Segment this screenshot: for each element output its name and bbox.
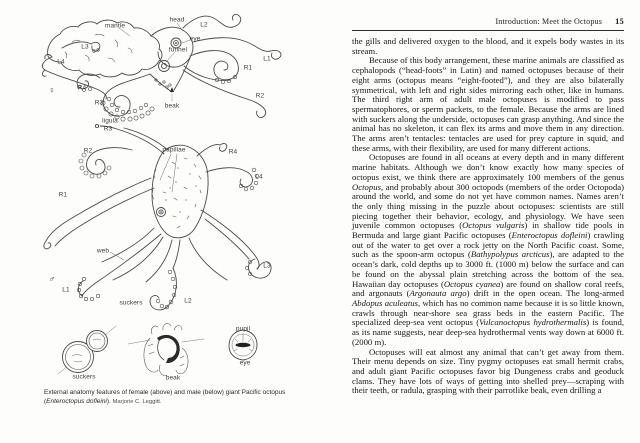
text-run: Octopuses will eat almost any animal that can’t get away from them. Their menu depends on size. Tiny pygmy octopuses eat small hermit crabs, and adult giant Pacific octopuses favor big Dungeness crabs and geoduck clams. They have lots of ways of getting into shelled prey—scraping with their teeth, or radula, grasping with their parrotlike beak, even drilling a — [352, 346, 624, 396]
label-l1-male: L1 — [62, 286, 70, 294]
label-l4: L4 — [57, 58, 65, 66]
paragraph — [352, 56, 624, 153]
text-run: , and probably about 300 octopods (members of the order Octopoda) around the world, and some do not yet have common names. Names aren’t the only thing missing in the puzzle about octopuses: scientists are still piecing together their behavior, ecology, and physiology. We have seen juvenile common octopuses ( — [352, 181, 624, 231]
running-header — [352, 0, 624, 26]
caption-species-italic: Enteroctopus dofleini — [46, 398, 107, 406]
label-r1-male: R1 — [58, 191, 68, 199]
text-run: , which has no common name because it is so little known, crawls through near-shore sea grass beds in the eastern Pacific. The specialized deep-sea vent octopus ( — [352, 297, 624, 328]
male-symbol: ♂ — [48, 274, 56, 284]
text-run: the gills and delivered oxygen to the blood, and it expels body wastes in its stream. — [352, 36, 624, 56]
species-name-italic: Argonauta argo — [409, 288, 467, 299]
species-name-italic: Vulcanoctopus hydrothermalis — [479, 317, 587, 328]
label-r3-male: R3 — [103, 125, 113, 133]
species-name-italic: Enteroctopus dofleini — [511, 230, 588, 241]
running-header-title: Introduction: Meet the Octopus — [495, 17, 603, 26]
text-run: ) in shallow tide pools in Bermuda and large giant Pacific octopuses ( — [352, 220, 624, 241]
text-run: ), are adapted to the ocean’s dark, cold depths up to 3000 ft. (1000 m) below the surface and can be found on the abyssal plain stretching across the bottom of the sea. Hawaiian day octopuses ( — [352, 249, 624, 289]
text-run: ) is found, as its name suggests, near deep-sea hydrothermal vents way down at 6000 ft. (2000 m). — [352, 317, 624, 347]
label-r4: R4 — [77, 84, 87, 92]
caption-credit: Marjorie C. Leggitt. — [110, 399, 162, 406]
label-mantle: mantle — [104, 22, 126, 30]
text-run: ) crawling out of the water to get over a rock jetty on the North Pacific coast. Some, such as the spoon-arm octopus ( — [352, 230, 624, 260]
label-eye-inset: eye — [239, 359, 251, 367]
label-beak-inset: beak — [165, 374, 181, 382]
paragraph — [352, 37, 624, 56]
species-name-italic: Bathypolypus arcticus — [470, 249, 550, 260]
species-name-italic: Octopus vulgaris — [462, 220, 525, 231]
text-run: Because of this body arrangement, these marine animals are classified as cephalopods (“head-foots” in Latin) and named octopuses because of their eight arms (octopus means “eight-footed”), and they are also bilaterally symmetrical, with left and right sides mirroring each other, like in humans. The third right arm of adult male octopuses is modified to pass spermatophores, or sperm packets, to the female. Because the arms are lined with suckers along the underside, octopuses can grasp anything. And since the animal has no skeleton, it can flex its arms and move them in any direction. The arms aren’t tentacles: tentacles are used for prey capture in squid, and these arms, with their flexibility, are used for many different actions. — [352, 55, 624, 153]
label-r2: R2 — [255, 92, 265, 100]
paragraph — [352, 153, 624, 347]
label-eye: eye — [189, 35, 201, 43]
eye-detail-figure — [229, 330, 257, 360]
suckers-detail-figure — [58, 326, 116, 374]
label-funnel: funnel — [168, 46, 188, 54]
label-ligula: ligula — [102, 117, 118, 125]
label-l3-male: L3 — [263, 262, 271, 270]
label-beak: beak — [164, 102, 180, 110]
label-r1: R1 — [243, 64, 253, 72]
label-r4-male: R4 — [228, 148, 238, 156]
species-name-italic: Octopus — [352, 181, 381, 192]
text-run: Octopuses are found in all oceans at every depth and in many different marine habitats. Although we don’t know exactly how many species of octopus exist, we think there are approximately 100 members of the genus — [352, 152, 624, 182]
female-symbol: ♀ — [48, 85, 56, 95]
caption-text: External anatomy features of female (above) and male (below) giant Pacific octopus ( — [44, 389, 286, 406]
label-pupil: pupil — [235, 325, 251, 333]
beak-detail-figure — [128, 323, 204, 375]
body-paragraphs — [352, 37, 624, 396]
label-l4-male: L4 — [255, 173, 263, 181]
right-page — [352, 0, 624, 443]
label-papillae: papillae — [162, 146, 186, 154]
label-r2-male: R2 — [83, 147, 93, 155]
text-run: ) are found on shallow coral reefs, and argonauts ( — [352, 278, 624, 299]
label-r3: R3 — [94, 99, 104, 107]
label-l3: L3 — [81, 43, 89, 51]
label-web: web — [96, 247, 110, 255]
header-rule — [352, 30, 624, 31]
label-suckers-male: suckers — [119, 299, 143, 307]
label-l2-male: L2 — [184, 297, 192, 305]
species-name-italic: Abdopus aculeatus — [352, 297, 419, 308]
label-l1: L1 — [263, 55, 271, 63]
label-head: head — [169, 16, 185, 24]
text-run: ) drift in the open ocean. The long-armed — [466, 288, 624, 299]
figure-caption — [44, 388, 286, 407]
species-name-italic: Octopus cyanea — [443, 278, 501, 289]
label-l2: L2 — [200, 21, 208, 29]
page-number: 15 — [615, 16, 624, 26]
paragraph — [352, 348, 624, 397]
caption-text-end: ). — [106, 398, 111, 406]
label-suckers-inset: suckers — [72, 373, 96, 381]
